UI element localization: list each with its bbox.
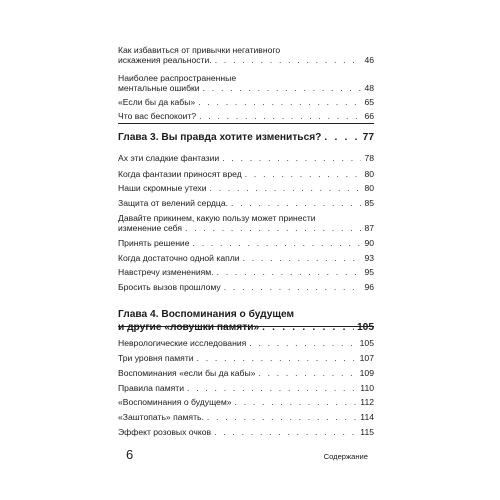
toc-entry <box>118 412 374 422</box>
toc-title: и другие «ловушки памяти» <box>118 321 260 333</box>
dot-leader <box>262 322 354 335</box>
toc-page-number: 87 <box>364 223 374 234</box>
toc-title: Воспоминания «если бы да кабы» <box>118 368 256 378</box>
toc-title: Эффект розовых очков <box>118 427 212 437</box>
toc-entry <box>118 213 374 234</box>
dot-leader <box>222 153 361 163</box>
toc-line <box>118 198 374 208</box>
toc-title: изменение себя <box>118 223 183 234</box>
toc-entry <box>118 111 374 121</box>
running-head: Содержание <box>323 452 368 461</box>
toc-page-number: 115 <box>360 427 374 437</box>
dot-leader <box>249 338 356 348</box>
dot-leader <box>199 111 361 121</box>
dot-leader <box>185 223 361 233</box>
toc-entry <box>118 253 374 263</box>
toc-page-number: 80 <box>364 183 374 193</box>
toc-title: Неврологические исследования <box>118 338 247 348</box>
toc-line <box>118 213 374 223</box>
toc-title: Глава 3. Вы правда хотите измениться? <box>118 132 322 143</box>
toc-line <box>118 322 374 335</box>
toc-entry <box>118 267 374 277</box>
toc-entry <box>118 169 374 179</box>
dot-leader <box>215 55 362 65</box>
toc-entry <box>118 45 374 66</box>
chapter-divider-rule <box>118 123 374 124</box>
toc-title: Ах эти сладкие фантазии <box>118 153 220 163</box>
toc-title: ментальные ошибки <box>118 83 200 94</box>
toc-title: «Воспоминания о будущем» <box>118 397 232 407</box>
toc-title: Три уровня памяти <box>118 353 194 363</box>
toc-line <box>118 238 374 248</box>
toc-line <box>118 253 374 263</box>
dot-leader <box>245 169 362 179</box>
toc-page-number: 85 <box>364 198 374 208</box>
toc-line <box>118 309 374 322</box>
toc-entry <box>118 383 374 393</box>
dot-leader <box>197 353 357 363</box>
dot-leader <box>231 198 361 208</box>
dot-leader <box>198 97 361 107</box>
toc-title: Что вас беспокоит? <box>118 111 197 121</box>
chapter-divider-rule <box>118 326 374 327</box>
toc-line <box>118 338 374 348</box>
toc-entry <box>118 353 374 363</box>
toc-title: искажения реальности. <box>118 55 212 66</box>
toc-entry <box>118 97 374 107</box>
toc-page-number: 46 <box>364 55 374 66</box>
toc-page-number: 80 <box>364 169 374 179</box>
toc-line <box>118 183 374 193</box>
toc-page-number: 95 <box>364 267 374 277</box>
toc-line <box>118 45 374 55</box>
toc-line <box>118 353 374 363</box>
toc-line <box>118 267 374 277</box>
toc-page-number: 107 <box>359 353 374 363</box>
toc-title: Глава 4. Воспоминания о будущем <box>118 309 295 320</box>
toc-title: Давайте прикинем, какую пользу может принести <box>118 213 316 223</box>
toc-title: Когда фантазии приносят вред <box>118 169 242 179</box>
toc-entry <box>118 338 374 348</box>
dot-leader <box>217 267 362 277</box>
toc-title: Бросить вызов прошлому <box>118 282 221 292</box>
toc-entry <box>118 73 374 94</box>
toc-line <box>118 111 374 121</box>
toc-line <box>118 132 374 145</box>
dot-leader <box>203 83 362 93</box>
toc-page-number: 105 <box>357 321 374 333</box>
toc-line <box>118 169 374 179</box>
toc-entry <box>118 427 374 437</box>
toc-entry <box>118 238 374 248</box>
toc-line <box>118 397 374 407</box>
page-number: 6 <box>126 447 134 462</box>
toc-entry <box>118 198 374 208</box>
toc-line <box>118 83 374 93</box>
dot-leader <box>187 383 357 393</box>
toc-page-number: 96 <box>364 282 374 292</box>
toc-page-number: 105 <box>359 338 374 348</box>
dot-leader <box>193 238 362 248</box>
toc-title: Защита от велений сердца. <box>118 198 229 208</box>
dot-leader <box>224 282 362 292</box>
toc-page-number: 112 <box>360 397 374 407</box>
toc-page-number: 110 <box>360 383 374 393</box>
dot-leader <box>324 132 359 145</box>
toc-page-number: 90 <box>364 238 374 248</box>
toc-line <box>118 383 374 393</box>
toc-chapter-heading <box>118 132 374 145</box>
toc-title: Навстречу изменениям. <box>118 267 214 277</box>
toc-page-number: 114 <box>360 412 374 422</box>
toc-title: Принять решение <box>118 238 190 248</box>
toc-title: «Заштопать» память. <box>118 412 204 422</box>
dot-leader <box>214 427 357 437</box>
toc-line <box>118 427 374 437</box>
toc-title: Наиболее распространенные <box>118 73 237 83</box>
dot-leader <box>207 412 357 422</box>
toc-title: Когда достаточно одной капли <box>118 253 240 263</box>
dot-leader <box>210 183 362 193</box>
toc-entry <box>118 183 374 193</box>
toc-page-number: 48 <box>364 83 374 94</box>
toc-line <box>118 73 374 83</box>
toc-entry <box>118 368 374 378</box>
toc-entry <box>118 153 374 163</box>
toc-line <box>118 97 374 107</box>
toc-title: Наши скромные утехи <box>118 183 207 193</box>
toc-line <box>118 55 374 65</box>
toc-line <box>118 223 374 233</box>
toc-page-number: 65 <box>364 97 374 107</box>
dot-leader <box>258 368 356 378</box>
toc-line <box>118 282 374 292</box>
toc-chapter-heading <box>118 309 374 334</box>
dot-leader <box>235 397 358 407</box>
toc-title: Как избавиться от привычки негативного <box>118 45 281 55</box>
toc-page-number: 77 <box>362 132 374 143</box>
toc-line <box>118 412 374 422</box>
toc-page-number: 93 <box>364 253 374 263</box>
toc-entry <box>118 282 374 292</box>
toc-entry <box>118 397 374 407</box>
toc-page-number: 78 <box>364 153 374 163</box>
toc-line <box>118 368 374 378</box>
toc-page-number: 109 <box>359 368 374 378</box>
toc-page-number: 66 <box>364 111 374 121</box>
toc-line <box>118 153 374 163</box>
toc-title: «Если бы да кабы» <box>118 97 196 107</box>
dot-leader <box>243 253 362 263</box>
toc-title: Правила памяти <box>118 383 185 393</box>
